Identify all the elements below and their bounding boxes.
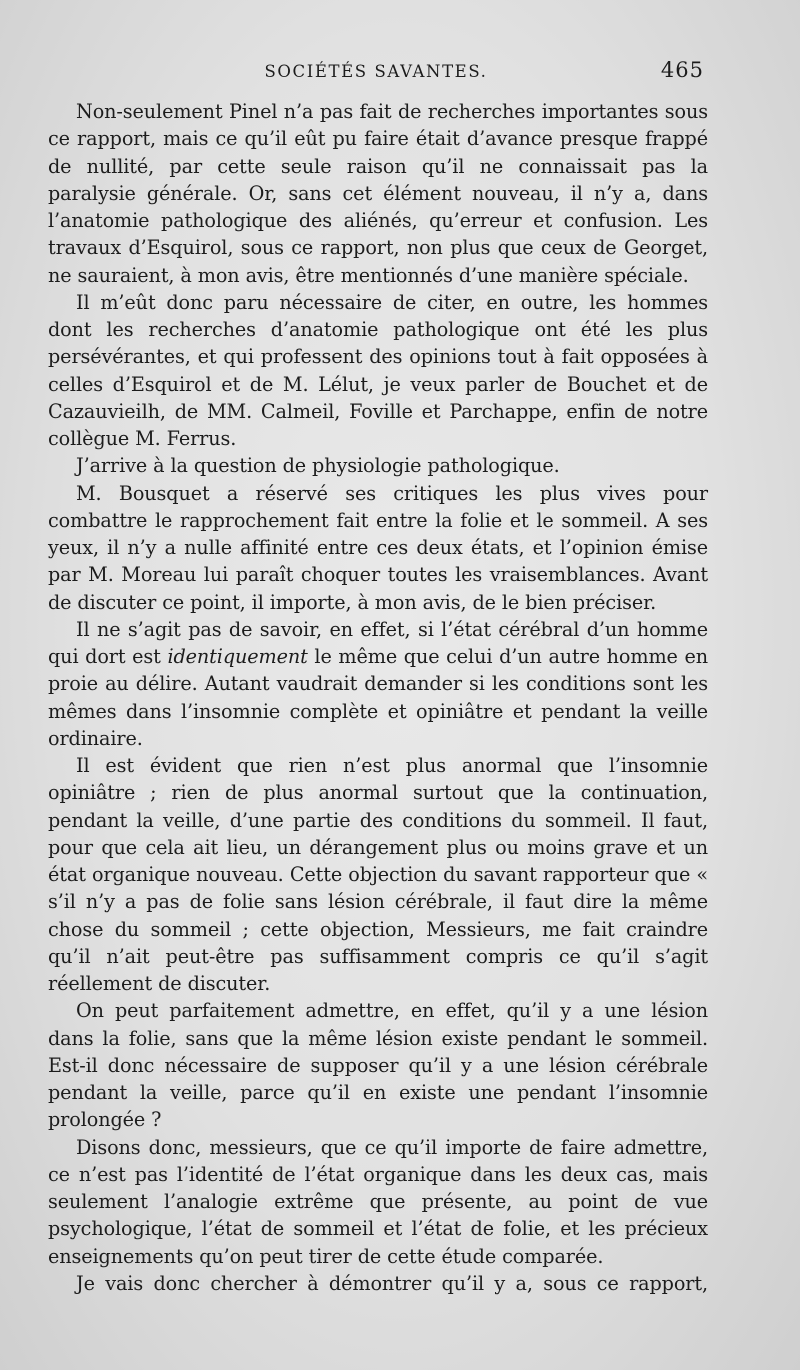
paragraph-identity-after: le même que celui d’un autre homme en proie au délire. Autant vaudrait demander si les conditions sont les mêmes dans l’insomnie complète et opiniâtre et pendant la veille ordinaire. [48,645,709,750]
paragraph-insomnia: Il est évident que rien n’est plus anormal que l’insomnie opiniâtre ; rien de plus anormal surtout que la continuation, pendant la veille, d’une partie des conditions du sommeil. Il faut, pour que cela ait lieu, un dérangement plus ou moins grave et un état organique nouveau. Cette objection du savant rapporteur que « s’il n’y a pas de folie sans lésion cérébrale, il faut dire la même chose du sommeil ; cette objection, Messieurs, me fait craindre qu’il n’ait peut-être pas suffisamment compris ce qu’il s’agit réellement de discuter. [48,754,708,995]
paragraph-lesion: On peut parfaitement admettre, en effet, qu’il y a une lésion dans la folie, sans que la même lésion existe pendant le sommeil. Est-il donc nécessaire de supposer qu’il y a une lésion cérébrale pendant la veille, parce qu’il en existe une pendant l’insomnie prolongée ? [48,999,708,1132]
paragraph-physiology: J’arrive à la question de physiologie pathologique. [76,454,560,478]
paragraph-pinel: Non-seulement Pinel n’a pas fait de recherches importantes sous ce rapport, mais ce qu’il eût pu faire était d’avance presque frappé de nullité, par cette seule raison qu’il ne connaissait pas la paralysie générale. Or, sans cet élément nouveau, il n’y a, dans l’anatomie pathologique des aliénés, qu’erreur et confusion. Les travaux d’Esquirol, sous ce rapport, non plus que ceux de Georget, ne sauraient, à mon avis, être mentionnés d’une manière spéciale. [48,100,708,287]
page-number: 465 [660,58,704,82]
page-header [48,58,704,90]
running-title: SOCIÉTÉS SAVANTES. [264,62,488,81]
paragraph-anatomists: Il m’eût donc paru nécessaire de citer, en outre, les hommes dont les recherches d’anatomie pathologique ont été les plus persévérantes, et qui professent des opinions tout à fait opposées à celles d’Esquirol et de M. Lélut, je veux parler de Bouchet et de Cazauvieilh, de MM. Calmeil, Foville et Parchappe, enfin de notre collègue M. Ferrus. [48,290,708,450]
paragraph-identity [48,616,708,752]
paragraph-analogy: Disons donc, messieurs, que ce qu’il importe de faire admettre, ce n’est pas l’identité de l’état organique dans les deux cas, mais seulement l’analogie extrême que présente, au point de vue psychologique, l’état de sommeil et l’état de folie, et les précieux enseignements qu’on peut tirer de cette étude comparée. [48,1135,708,1268]
paragraph-bousquet: M. Bousquet a réservé ses critiques les plus vives pour combattre le rapprochement fait entre la folie et le sommeil. A ses yeux, il n’y a nulle affinité entre ces deux états, et l’opinion émise par M. Moreau lui paraît choquer toutes les vraisemblances. Avant de discuter ce point, il importe, à mon avis, de le bien préciser. [48,481,708,614]
paragraph-closing: Je vais donc chercher à démontrer qu’il y a, sous ce rapport, [76,1271,708,1295]
body-text [48,98,708,1297]
paragraph-identity-before: Il ne s’agit pas de savoir, en effet, si l’état cérébral d’un homme qui dort est [48,617,708,668]
emphasis-identiquement: identiquement [167,645,308,668]
